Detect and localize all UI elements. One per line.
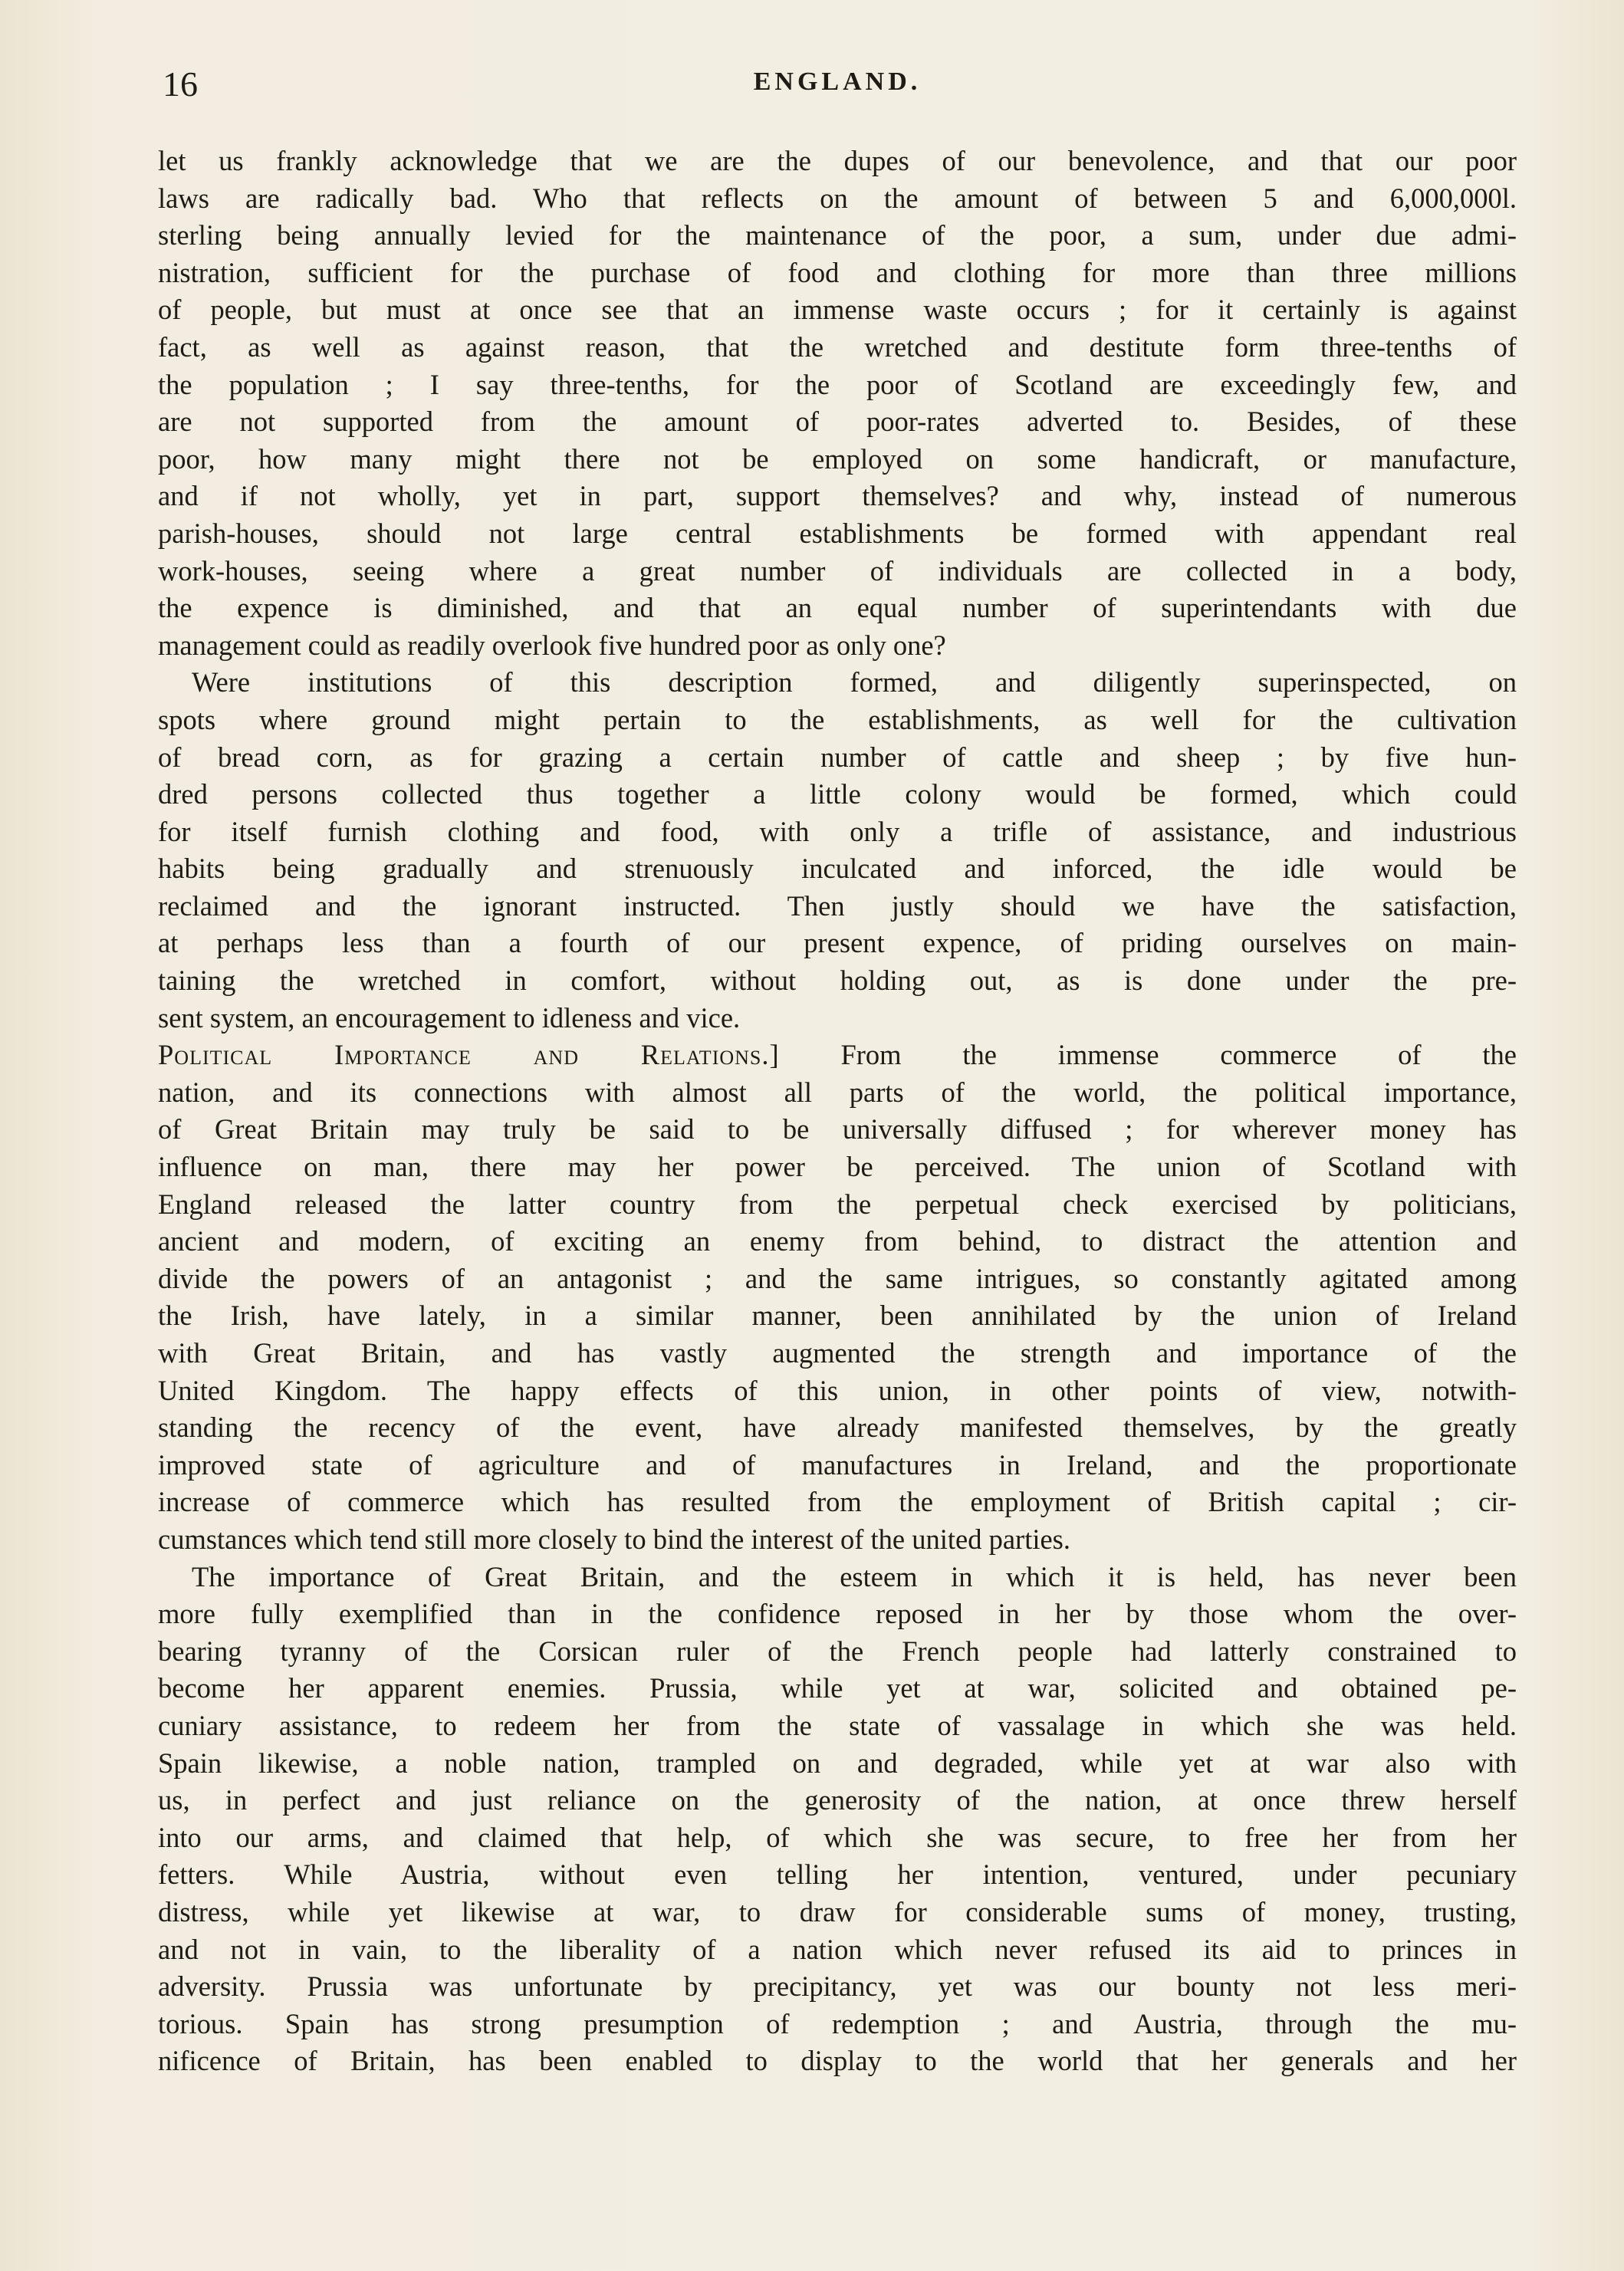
text-line: let us frankly acknowledge that we are the dupes of our benevolence, and that our poor — [158, 145, 1517, 176]
text-line: and not in vain, to the liberality of a nation which never refused its aid to princes in — [158, 1933, 1517, 1965]
text-line: improved state of agriculture and of manufactures in Ireland, and the proportionate — [158, 1448, 1517, 1481]
text-line: reclaimed and the ignorant instructed. Then justly should we have the satisfaction, — [158, 889, 1517, 922]
text-line: nistration, sufficient for the purchase of food and clothing for more than three millions — [158, 256, 1517, 288]
text-line: distress, while yet likewise at war, to draw for considerable sums of money, trusting, — [158, 1895, 1517, 1928]
text-line: ancient and modern, of exciting an enemy from behind, to distract the attention and — [158, 1225, 1517, 1257]
body-text — [158, 143, 1517, 2080]
page-number: 16 — [163, 64, 198, 104]
text-line: the population ; I say three-tenths, for the poor of Scotland are exceedingly few, and — [158, 368, 1517, 400]
text-line: with Great Britain, and has vastly augmented the strength and importance of the — [158, 1337, 1517, 1369]
text-line: standing the recency of the event, have already manifested themselves, by the greatly — [158, 1412, 1517, 1444]
text-line: us, in perfect and just reliance on the generosity of the nation, at once threw herself — [158, 1784, 1517, 1816]
text-line: cuniary assistance, to redeem her from the state of vassalage in which she was held. — [158, 1709, 1517, 1741]
text-line: influence on man, there may her power be perceived. The union of Scotland with — [158, 1151, 1517, 1183]
page-header — [163, 63, 1512, 109]
text-line: sent system, an encouragement to idleness and vice. — [158, 1001, 741, 1034]
text-line: are not supported from the amount of poor-rates adverted to. Besides, of these — [158, 406, 1517, 438]
text-line: of bread corn, as for grazing a certain number of cattle and sheep ; by five hun- — [158, 741, 1517, 773]
running-title: ENGLAND. — [753, 67, 922, 96]
text-line: become her apparent enemies. Prussia, while yet at war, solicited and obtained pe- — [158, 1672, 1517, 1704]
text-line: bearing tyranny of the Corsican ruler of the French people had latterly constrained to — [158, 1635, 1517, 1667]
text-line: nation, and its connections with almost all parts of the world, the political importance, — [158, 1076, 1517, 1108]
text-line: of Great Britain may truly be said to be universally diffused ; for wherever money has — [158, 1113, 1517, 1145]
text-line: increase of commerce which has resulted from the employment of British capital ; cir- — [158, 1486, 1517, 1518]
text-line: cumstances which tend still more closely to bind the interest of the united parties. — [158, 1523, 1071, 1555]
text-line: nificence of Britain, has been enabled to display to the world that her generals and her — [158, 2045, 1517, 2077]
text-line: The importance of Great Britain, and the esteem in which it is held, has never been — [192, 1560, 1517, 1592]
text-line: laws are radically bad. Who that reflects on the amount of between 5 and 6,000,000l. — [158, 182, 1517, 214]
text-line: Spain likewise, a noble nation, trampled on and degraded, while yet at war also with — [158, 1747, 1517, 1779]
text-line: fact, as well as against reason, that the wretched and destitute form three-tenths of — [158, 330, 1517, 363]
text-line: for itself furnish clothing and food, with only a trifle of assistance, and industrious — [158, 815, 1517, 847]
text-line: parish-houses, should not large central establishments be formed with appendant real — [158, 517, 1517, 549]
text-line: dred persons collected thus together a little colony would be formed, which could — [158, 778, 1517, 810]
text-line: of people, but must at once see that an immense waste occurs ; for it certainly is against — [158, 294, 1517, 326]
text-line: poor, how many might there not be employed on some handicraft, or manufacture, — [158, 442, 1517, 475]
text-line: fetters. While Austria, without even telling her intention, ventured, under pecuniary — [158, 1859, 1517, 1891]
text-line: sterling being annually levied for the maintenance of the poor, a sum, under due admi- — [158, 219, 1517, 251]
text-line: more fully exemplified than in the confidence reposed in her by those whom the over- — [158, 1598, 1517, 1630]
text-line: and if not wholly, yet in part, support themselves? and why, instead of numerous — [158, 480, 1517, 512]
text-line: United Kingdom. The happy effects of this union, in other points of view, notwith- — [158, 1374, 1517, 1406]
text-line: divide the powers of an antagonist ; and the same intrigues, so constantly agitated among — [158, 1262, 1517, 1294]
text-line: spots where ground might pertain to the establishments, as well for the cultivation — [158, 703, 1517, 735]
text-line: the expence is diminished, and that an equal number of superintendants with due — [158, 592, 1517, 624]
text-line: at perhaps less than a fourth of our present expence, of priding ourselves on main- — [158, 927, 1517, 959]
text-line: England released the latter country from the perpetual check exercised by politicians, — [158, 1188, 1517, 1220]
text-line: Political Importance and Relations.] From the immense commerce of the — [158, 1039, 1517, 1071]
text-line: the Irish, have lately, in a similar manner, been annihilated by the union of Ireland — [158, 1300, 1517, 1332]
text-line: Were institutions of this description formed, and diligently superinspected, on — [192, 666, 1517, 698]
text-line: torious. Spain has strong presumption of redemption ; and Austria, through the mu- — [158, 2007, 1517, 2039]
text-line: into our arms, and claimed that help, of which she was secure, to free her from her — [158, 1821, 1517, 1853]
text-line: habits being gradually and strenuously inculcated and inforced, the idle would be — [158, 853, 1517, 885]
text-line: management could as readily overlook five hundred poor as only one? — [158, 629, 946, 661]
text-line: work-houses, seeing where a great number of individuals are collected in a body, — [158, 554, 1517, 587]
text-line: taining the wretched in comfort, without holding out, as is done under the pre- — [158, 965, 1517, 997]
text-line: adversity. Prussia was unfortunate by precipitancy, yet was our bounty not less meri- — [158, 1970, 1517, 2003]
